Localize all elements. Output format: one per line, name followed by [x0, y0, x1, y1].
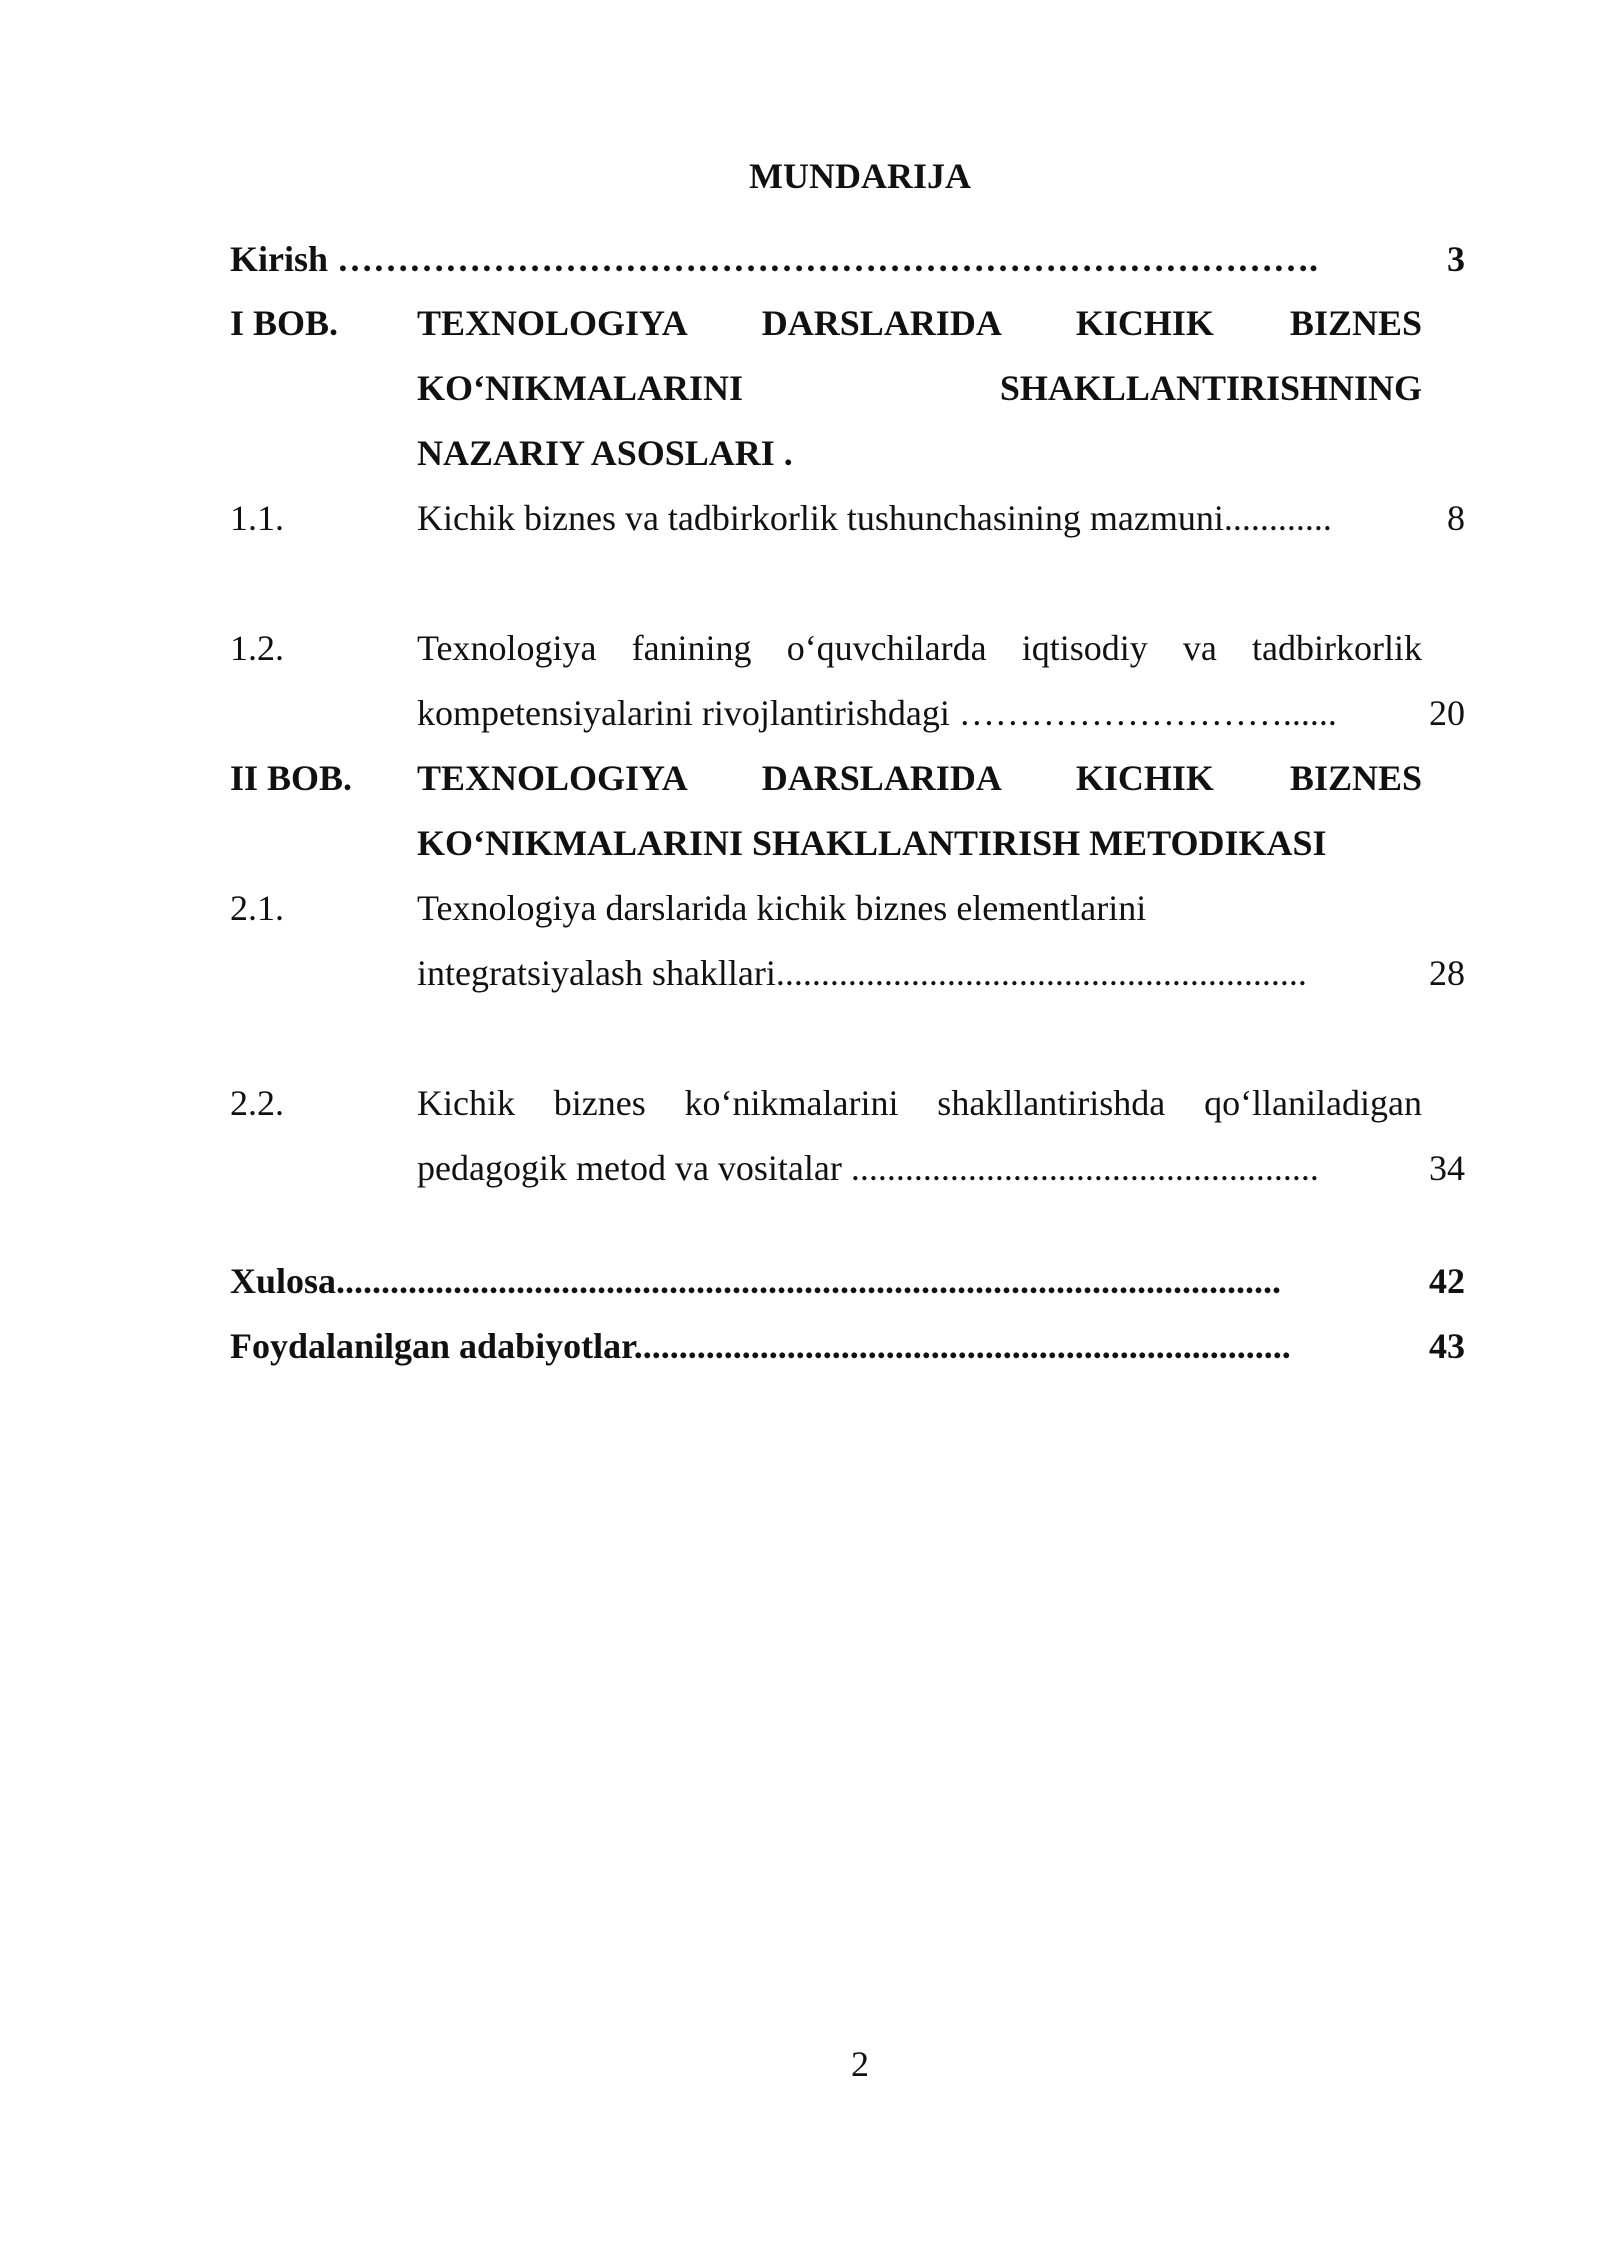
toc-page-number: 8 — [1447, 498, 1465, 538]
toc-entry-title — [417, 486, 1417, 551]
toc-entry-section-2-1 — [230, 876, 1465, 1006]
toc-title-line: KO‘NIKMALARINI SHAKLLANTIRISH METODIKASI — [417, 823, 1327, 863]
toc-entry-text: Xulosa......................................................................................................... — [230, 1261, 1282, 1301]
toc-title-line: Texnologiya fanining o‘quvchilarda iqtisodiy va tadbirkorlik — [417, 628, 1422, 668]
toc-title-line: pedagogik metod va vositalar .................................................... — [417, 1148, 1319, 1188]
toc-entry-label: 2.1. — [230, 888, 284, 928]
toc-page-number: 3 — [1447, 239, 1465, 279]
toc-title-line: kompetensiyalarini rivojlantirishdagi ………………………...... — [417, 693, 1337, 733]
toc-entry-label: 2.2. — [230, 1083, 284, 1123]
toc-title-line: Kichik biznes ko‘nikmalarini shakllantirishda qo‘llaniladigan — [417, 1083, 1422, 1123]
toc-entry-label: I BOB. — [230, 303, 339, 343]
toc-entry-xulosa — [230, 1249, 1465, 1314]
toc-title-line: integratsiyalash shakllari........................................................... — [417, 953, 1307, 993]
toc-title-line: TEXNOLOGIYA DARSLARIDA KICHIK BIZNES — [417, 758, 1422, 798]
toc-entry-kirish — [230, 227, 1465, 292]
toc-entry-chapter-1 — [230, 291, 1440, 486]
toc-entry-section-1-2 — [230, 616, 1465, 746]
toc-entry-adabiyotlar — [230, 1314, 1465, 1379]
toc-entry-title — [417, 746, 1422, 876]
page-footer-number: 2 — [851, 2044, 869, 2084]
toc-title-line: NAZARIY ASOSLARI . — [417, 433, 793, 473]
toc-entry-title — [417, 1071, 1422, 1201]
toc-page-number: 42 — [1429, 1261, 1465, 1301]
toc-entry-title — [417, 291, 1422, 486]
page-title: MUNDARIJA — [749, 156, 971, 196]
toc-entry-label: 1.2. — [230, 628, 284, 668]
toc-title-line: Kichik biznes va tadbirkorlik tushunchasining mazmuni............ — [417, 498, 1332, 538]
toc-title-line: TEXNOLOGIYA DARSLARIDA KICHIK BIZNES — [417, 303, 1422, 343]
toc-entry-chapter-2 — [230, 746, 1440, 876]
toc-entry-text: Kirish ………………………………………………………………………. — [230, 239, 1319, 279]
toc-page-number: 28 — [1429, 953, 1465, 993]
toc-title-line: KO‘NIKMALARINI SHAKLLANTIRISHNING — [417, 368, 1422, 408]
toc-page-number: 43 — [1429, 1326, 1465, 1366]
toc-entry-label: II BOB. — [230, 758, 353, 798]
toc-title-line: Texnologiya darslarida kichik biznes elementlarini — [417, 888, 1147, 928]
toc-entry-text: Foydalanilgan adabiyotlar......................................................................... — [230, 1326, 1291, 1366]
toc-entry-section-1-1 — [230, 486, 1465, 551]
toc-entry-title — [417, 876, 1417, 1006]
toc-page-number: 34 — [1429, 1148, 1465, 1188]
toc-entry-title — [417, 616, 1422, 746]
toc-entry-label: 1.1. — [230, 498, 284, 538]
toc-entry-section-2-2 — [230, 1071, 1465, 1201]
toc-page-number: 20 — [1429, 693, 1465, 733]
